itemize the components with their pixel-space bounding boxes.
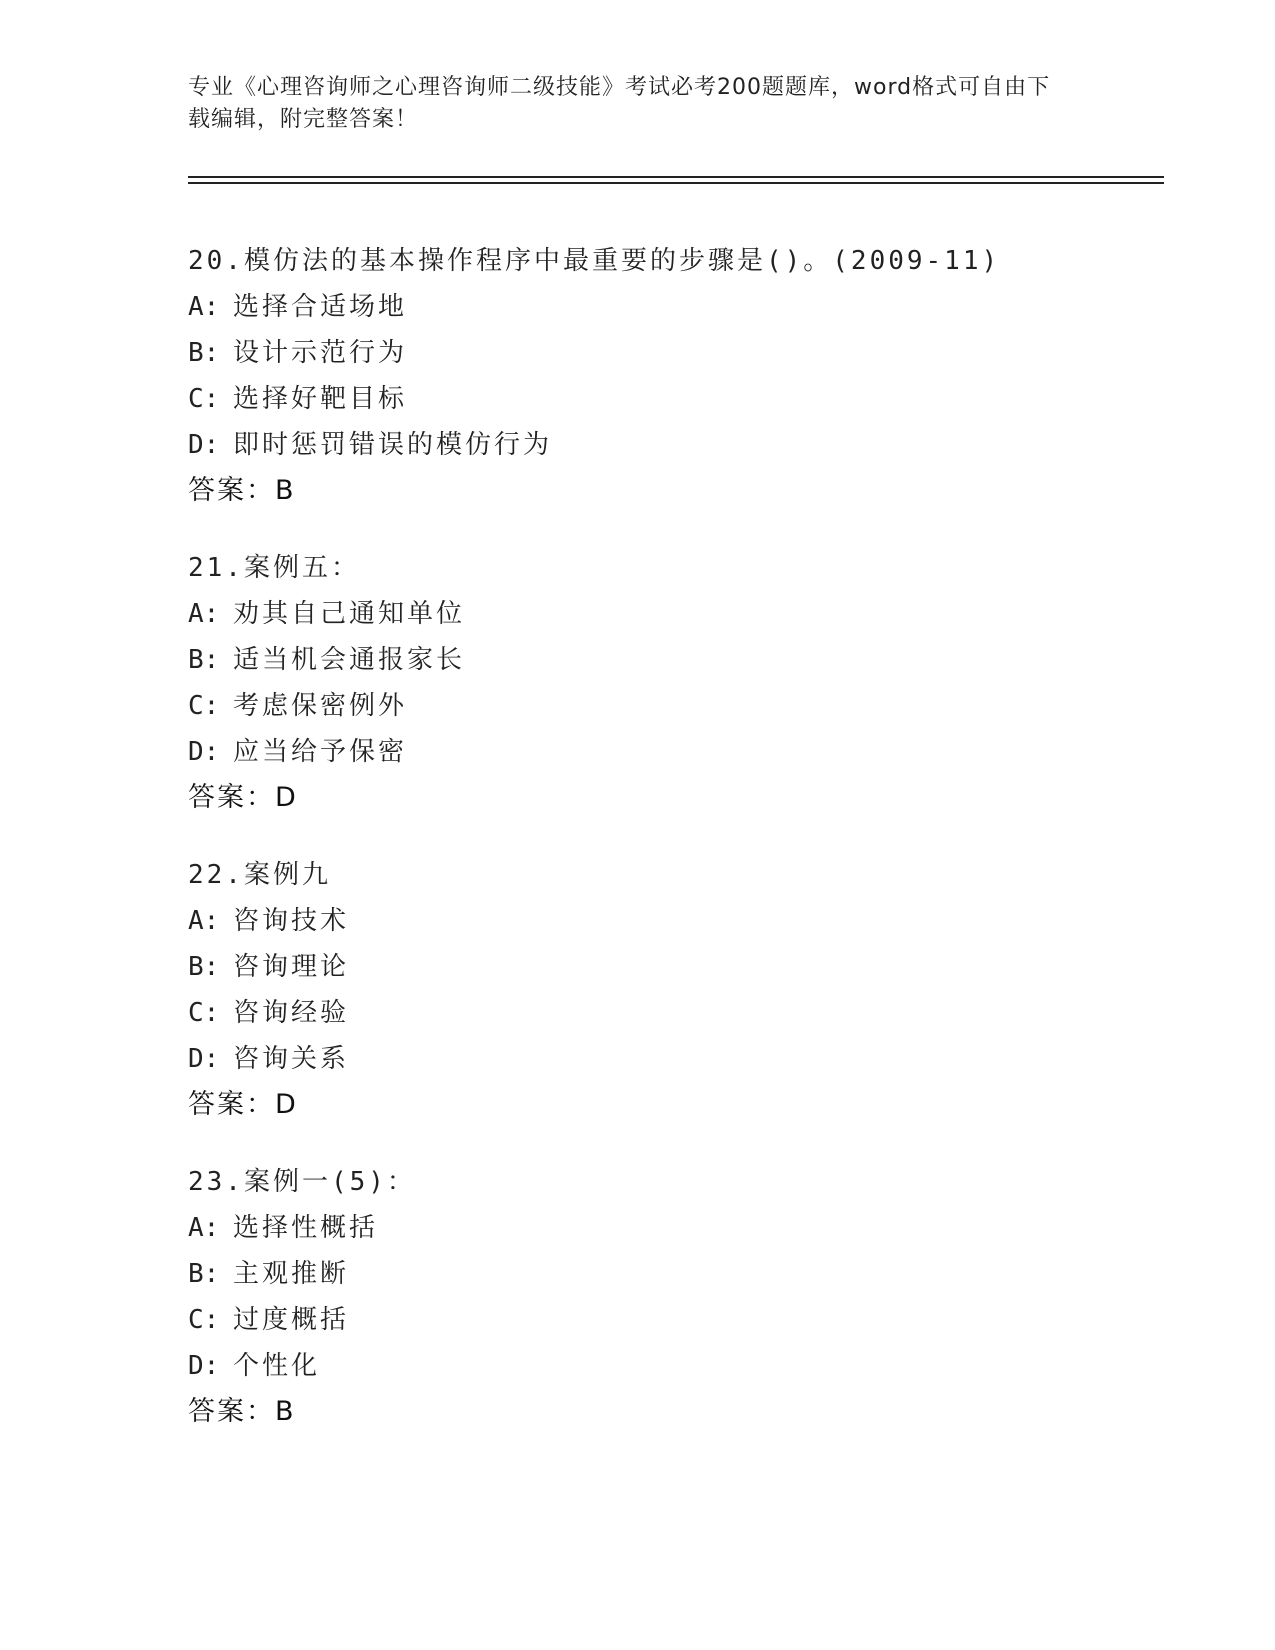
option-a	[188, 591, 1168, 637]
option-key: B:	[188, 645, 220, 675]
answer-line: 答案：B	[188, 1396, 296, 1427]
question-title: 23.案例一(5)：	[188, 1167, 416, 1197]
option-b	[188, 330, 1168, 376]
header-divider-bottom	[188, 182, 1164, 184]
option-key: D:	[188, 1351, 220, 1381]
option-c	[188, 990, 1168, 1036]
option-a	[188, 898, 1168, 944]
option-text: 咨询理论	[233, 952, 350, 982]
option-text: 选择性概括	[233, 1213, 379, 1243]
question-21	[188, 545, 1168, 821]
option-text: 即时惩罚错误的模仿行为	[233, 430, 553, 460]
option-text: 考虑保密例外	[233, 691, 408, 721]
option-text: 适当机会通报家长	[233, 645, 466, 675]
option-c	[188, 1297, 1168, 1343]
option-b	[188, 1251, 1168, 1297]
option-key: C:	[188, 1305, 220, 1335]
question-title: 22.案例九	[188, 860, 331, 890]
question-22	[188, 852, 1168, 1128]
question-20	[188, 238, 1168, 514]
option-key: A:	[188, 906, 220, 936]
option-key: D:	[188, 1044, 220, 1074]
option-a	[188, 284, 1168, 330]
option-c	[188, 376, 1168, 422]
option-text: 咨询技术	[233, 906, 350, 936]
option-key: C:	[188, 998, 220, 1028]
option-key: A:	[188, 292, 220, 322]
answer-line: 答案：D	[188, 782, 298, 813]
option-text: 设计示范行为	[233, 338, 408, 368]
option-key: B:	[188, 1259, 220, 1289]
option-text: 咨询关系	[233, 1044, 350, 1074]
option-key: B:	[188, 338, 220, 368]
option-d	[188, 1036, 1168, 1082]
option-text: 主观推断	[233, 1259, 350, 1289]
header-divider-top	[188, 176, 1164, 178]
option-key: C:	[188, 384, 220, 414]
option-key: C:	[188, 691, 220, 721]
option-key: D:	[188, 737, 220, 767]
option-key: B:	[188, 952, 220, 982]
option-text: 应当给予保密	[233, 737, 408, 767]
option-b	[188, 637, 1168, 683]
document-header: 专业《心理咨询师之心理咨询师二级技能》考试必考200题题库，word格式可自由下载编辑，附完整答案！	[188, 75, 1051, 132]
question-23	[188, 1159, 1168, 1435]
option-key: A:	[188, 599, 220, 629]
option-b	[188, 944, 1168, 990]
option-d	[188, 1343, 1168, 1389]
question-list	[188, 238, 1168, 1466]
question-title: 21.案例五：	[188, 553, 360, 583]
answer-line: 答案：D	[188, 1089, 298, 1120]
answer-line: 答案：B	[188, 475, 296, 506]
option-c	[188, 683, 1168, 729]
option-key: D:	[188, 430, 220, 460]
option-text: 咨询经验	[233, 998, 350, 1028]
option-key: A:	[188, 1213, 220, 1243]
option-d	[188, 422, 1168, 468]
option-text: 选择好靶目标	[233, 384, 408, 414]
option-text: 劝其自己通知单位	[233, 599, 466, 629]
option-a	[188, 1205, 1168, 1251]
question-title: 20.模仿法的基本操作程序中最重要的步骤是()。(2009-11)	[188, 246, 1001, 276]
option-text: 个性化	[233, 1351, 321, 1381]
option-text: 选择合适场地	[233, 292, 408, 322]
option-text: 过度概括	[233, 1305, 350, 1335]
option-d	[188, 729, 1168, 775]
